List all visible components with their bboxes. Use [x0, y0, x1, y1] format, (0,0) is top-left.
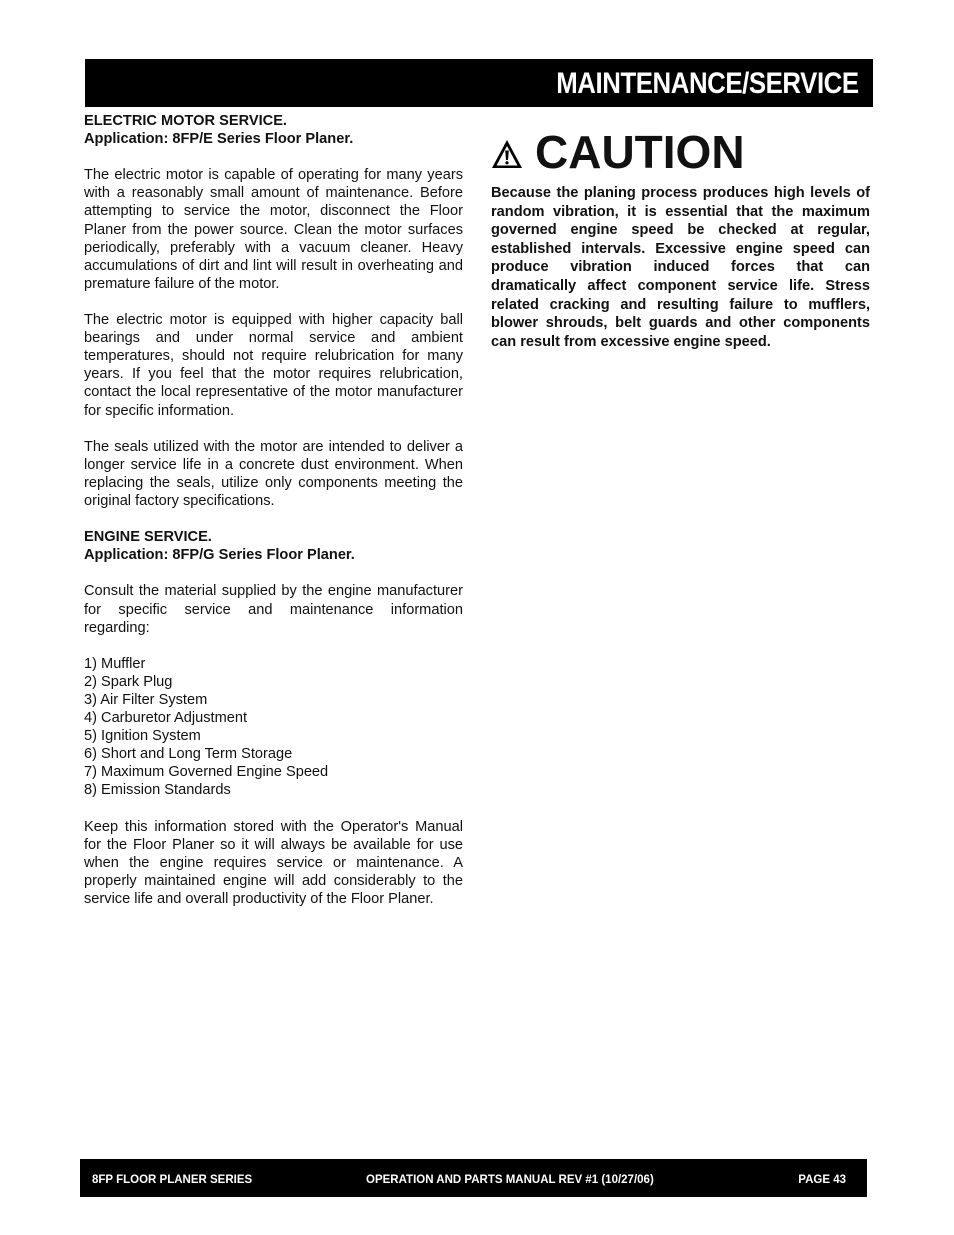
- electric-motor-heading: ELECTRIC MOTOR SERVICE.: [84, 113, 287, 129]
- list-item: 2) Spark Plug: [84, 673, 173, 690]
- list-item: 7) Maximum Governed Engine Speed: [84, 764, 329, 781]
- list-item: 4) Carburetor Adjustment: [84, 710, 248, 727]
- left-column: [84, 112, 463, 908]
- page-footer: [80, 1159, 867, 1197]
- section-header-bar: [85, 59, 873, 107]
- engine-closing-paragraph: Keep this information stored with the Operator's Manual for the Floor Planer so it will always be available for use when the engine requires service or maintenance. A properly maintained engine will add considerably to the service life and overall productivity of the Floor Planer.: [84, 818, 463, 908]
- caution-box: [491, 128, 870, 351]
- warning-triangle-icon: [491, 138, 523, 170]
- section-title: MAINTENANCE/SERVICE: [556, 67, 859, 100]
- engine-intro: Consult the material supplied by the engine manufacturer for specific service and maintenance information regarding:: [84, 583, 463, 636]
- footer-manual-title: OPERATION AND PARTS MANUAL REV #1 (10/27/06): [366, 1174, 654, 1186]
- list-item: 5) Ignition System: [84, 728, 201, 745]
- caution-title: CAUTION: [535, 126, 745, 178]
- electric-motor-paragraph-3: The seals utilized with the motor are intended to deliver a longer service life in a concrete dust environment. When replacing the seals, utilize only components meeting the original factory specifications.: [84, 438, 463, 509]
- caution-text: Because the planing process produces high levels of random vibration, it is essential that the maximum governed engine speed be checked at regular, established intervals. Excessive engine speed can produce vibration induced forces that can dramatically affect component service life. Stress related cracking and resulting failure to mufflers, blower shrouds, belt guards and other components can result from excessive engine speed.: [491, 185, 870, 350]
- electric-motor-paragraph-1: The electric motor is capable of operating for many years with a reasonably small amount of maintenance. Before attempting to service the motor, disconnect the Floor Planer from the power source. Clean the motor surfaces periodically, preferably with a vacuum cleaner. Heavy accumulations of dirt and lint will result in overheating and premature failure of the motor.: [84, 167, 463, 292]
- footer-page-number: PAGE 43: [798, 1174, 846, 1186]
- list-item: 6) Short and Long Term Storage: [84, 746, 293, 763]
- list-item: 3) Air Filter System: [84, 692, 208, 708]
- electric-motor-paragraph-2: The electric motor is equipped with higher capacity ball bearings and under normal service and ambient temperatures, should not require relubrication for many years. If you feel that the motor requires relubrication, contact the local representative of the motor manufacturer for specific information.: [84, 312, 463, 419]
- list-item: 8) Emission Standards: [84, 782, 231, 799]
- electric-motor-application: Application: 8FP/E Series Floor Planer.: [84, 131, 354, 148]
- list-item: 1) Muffler: [84, 655, 146, 672]
- engine-topic-list: [84, 655, 463, 800]
- engine-application: Application: 8FP/G Series Floor Planer.: [84, 547, 355, 564]
- caution-heading: [491, 128, 870, 176]
- footer-series: 8FP FLOOR PLANER SERIES: [92, 1174, 253, 1186]
- engine-heading: ENGINE SERVICE.: [84, 529, 212, 546]
